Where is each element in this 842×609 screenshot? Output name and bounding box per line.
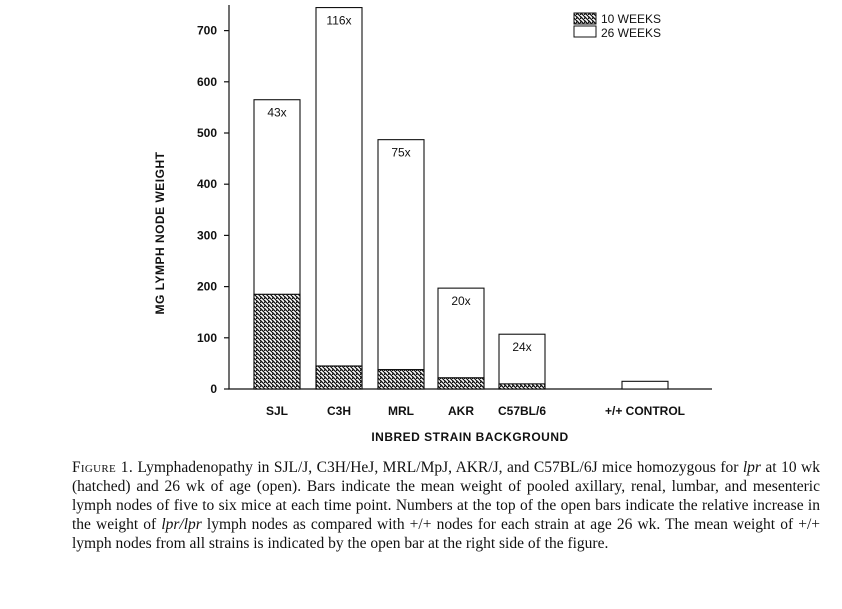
y-tick-label: 200: [196, 279, 217, 294]
x-tick-label: +/+ CONTROL: [604, 404, 686, 418]
y-axis-label: MG LYMPH NODE WEIGHT: [153, 151, 167, 315]
bar-10-weeks: [438, 378, 484, 389]
bar-annotation: 116x: [326, 13, 352, 28]
bar-26-weeks: [378, 140, 424, 389]
caption-lpr-2: lpr/lpr: [161, 516, 202, 533]
bar-26-weeks: [316, 8, 362, 389]
y-tick-label: 300: [196, 228, 217, 243]
y-tick-label: 100: [196, 330, 217, 345]
caption-text-1: Lymphadenopathy in SJL/J, C3H/HeJ, MRL/MpJ, AKR/J, and C57BL/6J mice homozygous for: [133, 459, 743, 476]
bar-annotation: 20x: [451, 294, 471, 309]
caption-text-2: at 10 wk (hatched) and 26 wk of age (open). Bars indicate the mean weight of pooled axillary, renal, lumbar, and mesenteric lymph nodes of five to six mice at each time point. Numbers at the top of the open bars indicate the relative increase in the weight of: [72, 459, 820, 533]
y-tick-label: 600: [196, 74, 217, 89]
caption-lpr-1: lpr: [742, 459, 761, 476]
x-tick-label: C3H: [326, 404, 352, 418]
y-tick-label: 400: [196, 177, 217, 192]
bar-annotation: 75x: [391, 145, 411, 160]
bar-10-weeks: [254, 294, 300, 389]
x-tick-label: SJL: [265, 404, 289, 418]
legend-swatch-10-weeks: [574, 13, 596, 24]
bar-10-weeks: [316, 366, 362, 389]
bar-annotation: 43x: [267, 105, 287, 120]
bar-26-weeks: [622, 381, 668, 389]
y-tick-label: 0: [210, 382, 217, 396]
legend-swatch-26-weeks: [574, 26, 596, 37]
x-tick-label: MRL: [388, 404, 414, 418]
legend-label-10-weeks: 10 WEEKS: [601, 12, 662, 26]
legend: [574, 12, 661, 40]
bar-10-weeks: [499, 384, 545, 389]
caption-label: Figure 1.: [72, 459, 134, 476]
x-tick-label: C57BL/6: [497, 404, 547, 418]
x-axis-label: INBRED STRAIN BACKGROUND: [371, 430, 569, 444]
caption-text-3: lymph nodes as compared with +/+ nodes for each strain at age 26 wk. The mean weight of +/+ lymph nodes from all strains is indicated by the open bar at the right side of the figure.: [72, 516, 820, 552]
bar-10-weeks: [378, 370, 424, 389]
y-tick-label: 700: [196, 23, 217, 38]
bar-annotation: 24x: [512, 340, 532, 355]
legend-label-26-weeks: 26 WEEKS: [601, 26, 662, 40]
x-tick-label: AKR: [448, 404, 474, 418]
figure-caption: [72, 458, 820, 553]
y-tick-label: 500: [196, 126, 217, 140]
